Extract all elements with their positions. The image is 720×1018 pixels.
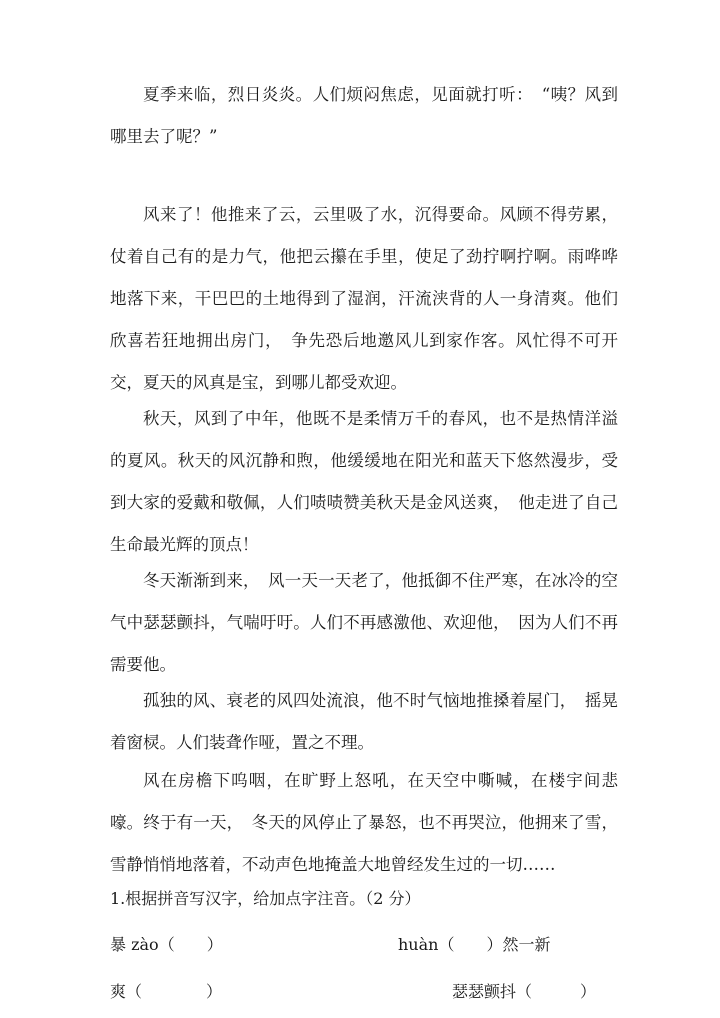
pinyin-item-huan: huàn（ ）然一新 <box>398 935 551 954</box>
question-title: 1.根据拼音写汉字，给加点字注音。（2 分） <box>110 889 421 908</box>
paragraph-6-text: 风在房檐下呜咽，在旷野上怒吼，在天空中嘶喊，在楼宇间悲嚎。终于有一天， 冬天的风停止了暴怒，也不再哭泣，他拥来了雪，雪静悄悄地落着，不动声色地掩盖大地曾经发生过的一切…… <box>110 771 618 874</box>
paragraph-1 <box>110 74 618 158</box>
paragraph-3 <box>110 398 618 566</box>
paragraph-1-text: 夏季来临，烈日炎炎。人们烦闷焦虑，见面就打听： “咦？风到哪里去了呢？” <box>110 85 618 146</box>
pinyin-item-zao: 暴 zào（ ） <box>110 935 223 954</box>
paragraph-5 <box>110 680 618 764</box>
pinyin-item-chandou: 瑟瑟颤抖（ ） <box>452 982 597 1001</box>
paragraph-4-text: 冬天渐渐到来， 风一天一天老了，他抵御不住严寒，在冰冷的空气中瑟瑟颤抖，气喘吁吁。人们不再感激他、欢迎他， 因为人们不再需要他。 <box>110 571 618 674</box>
paragraph-6 <box>110 760 618 886</box>
paragraph-4 <box>110 560 618 686</box>
pinyin-item-shuang: 爽（ ） <box>110 982 223 1001</box>
paragraph-3-text: 秋天，风到了中年，他既不是柔情万千的春风，也不是热情洋溢的夏风。秋天的风沉静和煦，他缓缓地在阳光和蓝天下悠然漫步，受到大家的爱戴和敬佩，人们啧啧赞美秋天是金风送爽， 他走进了自己生命最光辉的顶点！ <box>110 409 618 554</box>
paragraph-2 <box>110 194 618 404</box>
paragraph-2-text: 风来了！他推来了云，云里吸了水，沉得要命。风顾不得劳累，仗着自己有的是力气，他把云攥在手里，使足了劲拧啊拧啊。雨哗哗地落下来，干巴巴的土地得到了湿润，汗流浃背的人一身清爽。他们欣喜若狂地拥出房门， 争先恐后地邀风儿到家作客。风忙得不可开交，夏天的风真是宝，到哪儿都受欢迎。 <box>110 205 618 392</box>
paragraph-5-text: 孤独的风、衰老的风四处流浪，他不时气恼地推搡着屋门， 摇晃着窗棂。人们装聋作哑，置之不理。 <box>110 691 618 752</box>
